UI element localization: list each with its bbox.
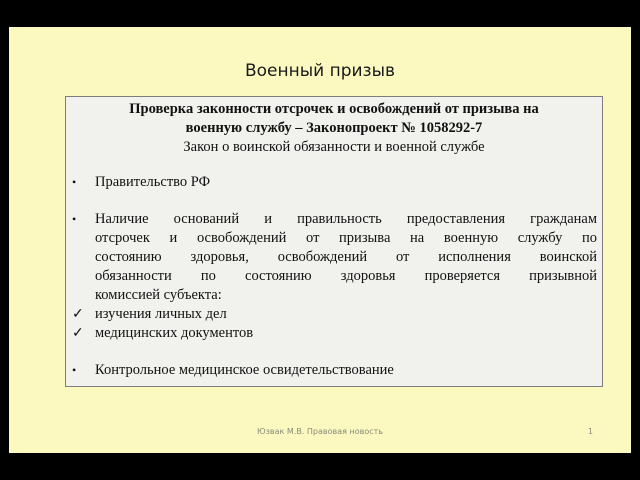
bullet-item-grounds — [95, 210, 597, 305]
bullet-icon: • — [72, 363, 77, 377]
bullet-icon: • — [72, 212, 77, 226]
paragraph-line: отсрочек и освобождений от призыва на военную службу по — [95, 230, 597, 246]
box-heading-line-2: военную службу – Законопроект № 1058292-7 — [185, 120, 483, 136]
box-subheading: Закон о воинской обязанности и военной службе — [183, 139, 485, 155]
box-heading-line-1: Проверка законности отсрочек и освобождений от призыва на — [129, 101, 539, 117]
paragraph-line: комиссией субъекта: — [95, 287, 222, 303]
check-icon: ✓ — [72, 307, 84, 322]
content-box — [65, 96, 603, 387]
bullet-item-control-exam: Контрольное медицинское освидетельствование — [95, 362, 394, 378]
box-heading — [66, 100, 602, 138]
slide-footer: Юзвак М.В. Правовая новость — [257, 427, 383, 436]
paragraph-line: обязанности по состоянию здоровья проверяется призывной — [95, 268, 597, 284]
slide-title: Военный призыв — [244, 61, 396, 81]
bullet-icon: • — [72, 175, 77, 189]
check-item-medical-documents: медицинских документов — [95, 325, 254, 341]
check-icon: ✓ — [72, 326, 84, 341]
slide — [9, 27, 631, 453]
check-item-personal-files: изучения личных дел — [95, 306, 227, 322]
page-number: 1 — [587, 427, 593, 436]
bullet-item-government: Правительство РФ — [95, 174, 211, 190]
paragraph-line: Наличие оснований и правильность предоставления гражданам — [95, 211, 597, 227]
paragraph-line: состоянию здоровья, освобождений от исполнения воинской — [95, 249, 597, 265]
